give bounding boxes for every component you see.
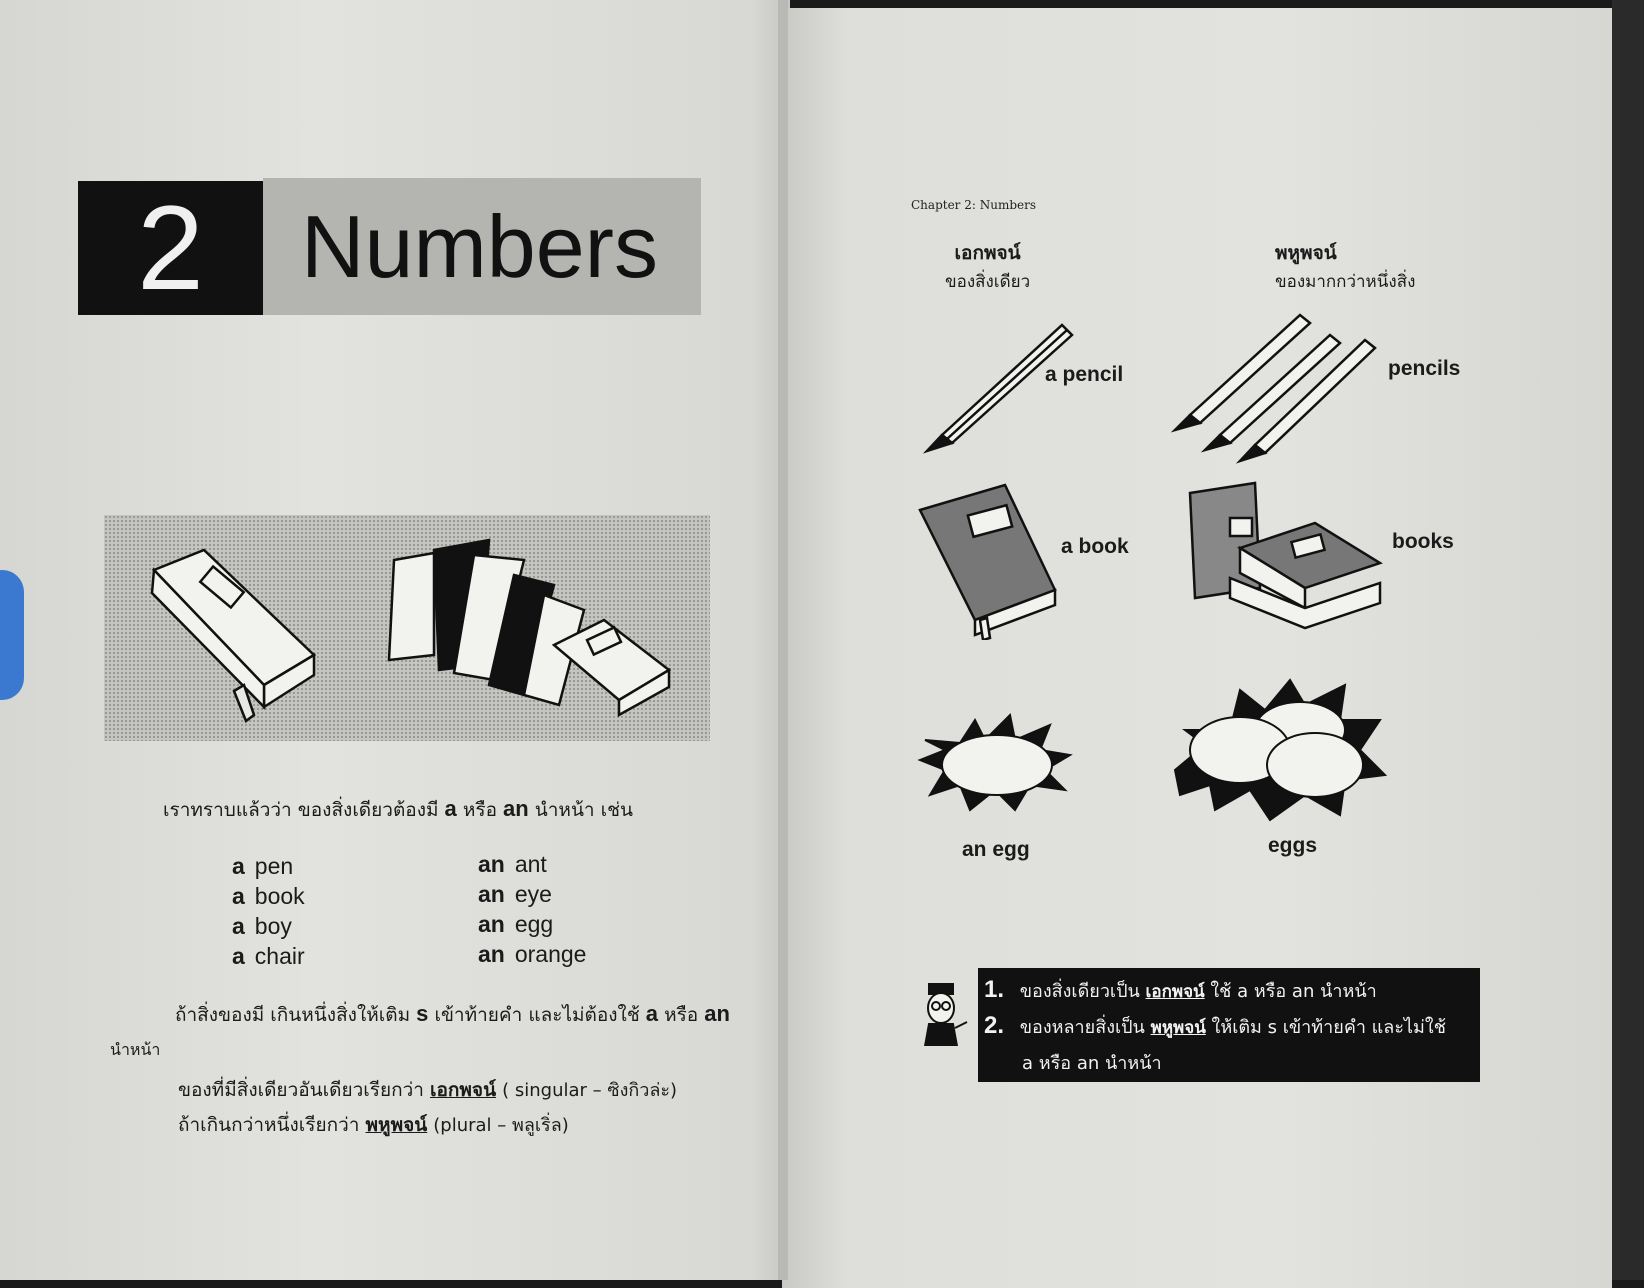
plural-term: พหูพจน์ [365,1114,428,1136]
intro-an: an [503,796,529,821]
eggs-drawing [1170,675,1390,825]
plural-definition: ถ้าเกินกว่าหนึ่งเรียกว่า พหูพจน์ (plural – พลูเริ่ล) [178,1114,569,1136]
example-an-egg: an egg [478,911,554,937]
intro-suffix: นำหน้า เช่น [534,799,634,821]
thumb-glove [0,570,24,700]
running-header: Chapter 2: Numbers [911,198,1036,212]
label-pencils: pencils [1388,357,1461,380]
plural-rule-line: ถ้าสิ่งของมี เกินหนึ่งสิ่งให้เติม s เข้าท้ายคำ และไม่ต้องใช้ a หรือ an [175,1001,730,1026]
summary-item-1: 1. ของสิ่งเดียวเป็น เอกพจน์ ใช้ a หรือ an นำหน้า [984,976,1377,1003]
label-a-pencil: a pencil [1045,363,1124,386]
label-eggs: eggs [1268,834,1318,857]
example-an-ant: an ant [478,851,547,877]
intro-a: a [444,796,457,821]
label-a-book: a book [1061,535,1129,558]
plural-rule-continuation: นำหน้า [110,1040,161,1059]
page-edge [1612,0,1644,1280]
plural-column-header: พหูพจน์ ของมากกว่าหนึ่งสิ่ง [1275,242,1416,292]
example-a-chair: a chair [232,943,305,969]
pencils-drawing [1170,305,1390,465]
label-an-egg: an egg [962,838,1030,861]
singular-term: เอกพจน์ [430,1079,497,1101]
intro-sentence [163,795,633,825]
singular-definition: ของที่มีสิ่งเดียวอันเดียวเรียกว่า เอกพจน์ ( singular – ซิงกิวล่ะ) [178,1079,678,1101]
singular-column-header: เอกพจน์ ของสิ่งเดียว [945,242,1031,292]
summary-item-2-continuation: a หรือ an นำหน้า [1022,1053,1162,1074]
books-drawing [1185,478,1385,648]
example-an-eye: an eye [478,881,552,907]
right-page [782,8,1612,1288]
intro-or: หรือ [462,799,497,821]
book-drawing [915,480,1065,640]
example-an-orange: an orange [478,941,587,967]
example-a-book: a book [232,883,305,909]
summary-box [978,968,1480,1082]
egg-drawing [915,705,1075,815]
chapter-number: 2 [78,181,263,315]
teacher-cartoon-icon [915,982,971,1046]
label-books: books [1392,530,1454,553]
example-a-pen: a pen [232,853,294,879]
books-illustration [104,515,710,741]
book-gutter [778,0,788,1280]
intro-prefix: เราทราบแล้วว่า ของสิ่งเดียวต้องมี [163,799,439,821]
summary-item-2: 2. ของหลายสิ่งเป็น พหูพจน์ ให้เติม s เข้าท้ายคำ และไม่ใช้ [984,1012,1446,1039]
example-a-boy: a boy [232,913,292,939]
chapter-title: Numbers [263,178,701,315]
